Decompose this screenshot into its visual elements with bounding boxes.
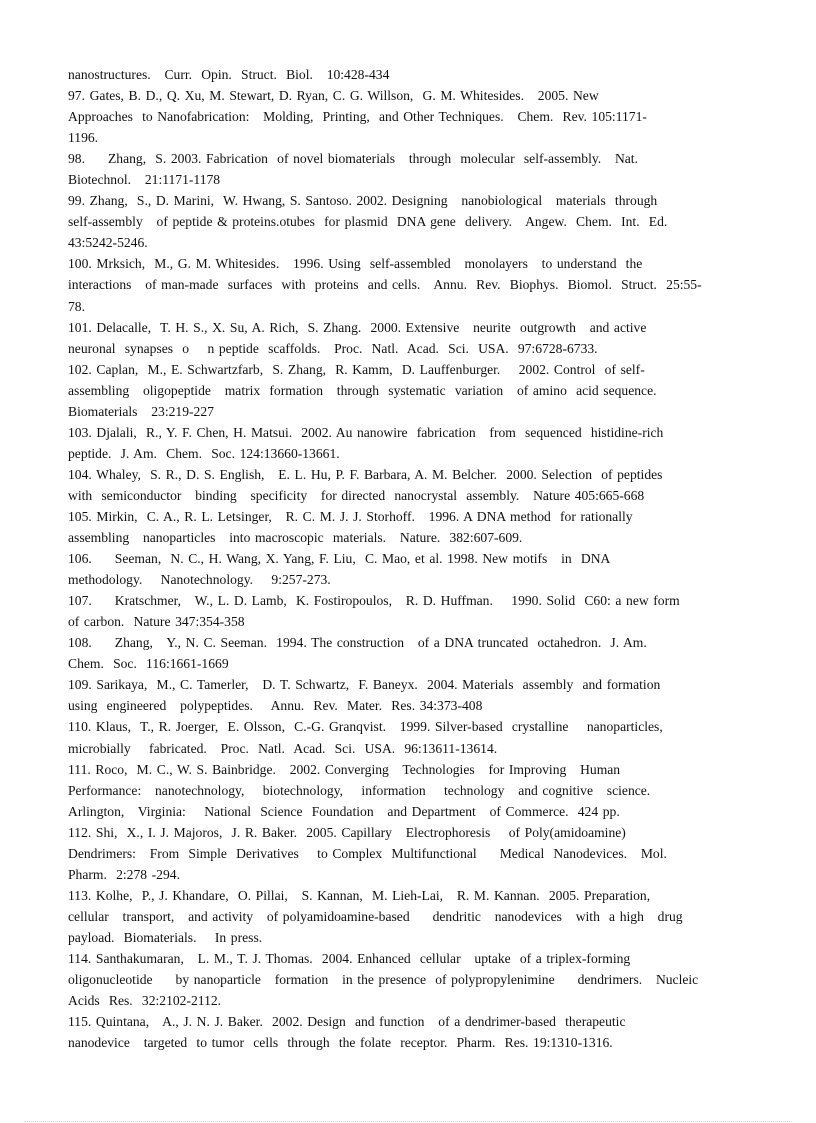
reference-line: 102. Caplan, M., E. Schwartzfarb, S. Zhang, R. Kamm, D. Lauffenburger. 2002. Control of self- xyxy=(68,361,645,377)
reference-line: interactions of man-made surfaces with proteins and cells. Annu. Rev. Biophys. Biomol. Struct. 25:55- xyxy=(68,277,702,293)
reference-line: 110. Klaus, T., R. Joerger, E. Olsson, C.-G. Granqvist. 1999. Silver-based crystalline nanoparticles, xyxy=(68,719,663,735)
reference-line: Dendrimers: From Simple Derivatives to Complex Multifunctional Medical Nanodevices. Mol. xyxy=(68,845,667,861)
reference-line: Pharm. 2:278 -294. xyxy=(68,866,180,882)
page-bottom-divider xyxy=(24,1121,792,1122)
reference-line: microbially fabricated. Proc. Natl. Acad. Sci. USA. 96:13611-13614. xyxy=(68,740,498,756)
reference-line: Acids Res. 32:2102-2112. xyxy=(68,993,222,1009)
reference-line: using engineered polypeptides. Annu. Rev. Mater. Res. 34:373-408 xyxy=(68,698,483,714)
reference-line: 43:5242-5246. xyxy=(68,235,148,251)
reference-line: with semiconductor binding specificity for directed nanocrystal assembly. Nature 405:665-668 xyxy=(68,487,645,503)
reference-line: of carbon. Nature 347:354-358 xyxy=(68,614,245,630)
reference-line: 106. Seeman, N. C., H. Wang, X. Yang, F. Liu, C. Mao, et al. 1998. New motifs in DNA xyxy=(68,551,611,567)
reference-line: Performance: nanotechnology, biotechnology, information technology and cognitive science. xyxy=(68,782,651,798)
reference-line: 112. Shi, X., I. J. Majoros, J. R. Baker. 2005. Capillary Electrophoresis of Poly(amidoamine) xyxy=(68,824,626,840)
reference-line: 115. Quintana, A., J. N. J. Baker. 2002. Design and function of a dendrimer-based therapeutic xyxy=(68,1014,626,1030)
reference-line: Biotechnol. 21:1171-1178 xyxy=(68,172,221,188)
reference-line: 101. Delacalle, T. H. S., X. Su, A. Rich, S. Zhang. 2000. Extensive neurite outgrowth and active xyxy=(68,319,647,335)
reference-line: 99. Zhang, S., D. Marini, W. Hwang, S. Santoso. 2002. Designing nanobiological materials through xyxy=(68,193,658,209)
reference-line: cellular transport, and activity of polyamidoamine-based dendritic nanodevices with a high drug xyxy=(68,908,683,924)
reference-line: Biomaterials 23:219-227 xyxy=(68,403,214,419)
reference-line: 111. Roco, M. C., W. S. Bainbridge. 2002. Converging Technologies for Improving Human xyxy=(68,761,621,777)
reference-line: 104. Whaley, S. R., D. S. English, E. L. Hu, P. F. Barbara, A. M. Belcher. 2000. Selection of peptides xyxy=(68,466,663,482)
reference-line: 103. Djalali, R., Y. F. Chen, H. Matsui. 2002. Au nanowire fabrication from sequenced histidine-rich xyxy=(68,424,664,440)
reference-line: Arlington, Virginia: National Science Foundation and Department of Commerce. 424 pp. xyxy=(68,803,620,819)
reference-line: assembling nanoparticles into macroscopic materials. Nature. 382:607-609. xyxy=(68,530,523,546)
reference-line: methodology. Nanotechnology. 9:257-273. xyxy=(68,572,331,588)
reference-line: 109. Sarikaya, M., C. Tamerler, D. T. Schwartz, F. Baneyx. 2004. Materials assembly and formation xyxy=(68,677,661,693)
reference-line: nanostructures. Curr. Opin. Struct. Biol. 10:428-434 xyxy=(68,67,390,82)
reference-line: assembling oligopeptide matrix formation through systematic variation of amino acid sequence. xyxy=(68,382,657,398)
reference-line: nanodevice targeted to tumor cells through the folate receptor. Pharm. Res. 19:1310-1316. xyxy=(68,1035,613,1051)
reference-line: peptide. J. Am. Chem. Soc. 124:13660-13661. xyxy=(68,445,340,461)
reference-line: 1196. xyxy=(68,130,99,146)
reference-line: 114. Santhakumaran, L. M., T. J. Thomas. 2004. Enhanced cellular uptake of a triplex-forming xyxy=(68,950,631,966)
reference-line: payload. Biomaterials. In press. xyxy=(68,929,263,945)
reference-line: 107. Kratschmer, W., L. D. Lamb, K. Fostiropoulos, R. D. Huffman. 1990. Solid C60: a new form xyxy=(68,593,680,609)
reference-line: self-assembly of peptide & proteins.otubes for plasmid DNA gene delivery. Angew. Chem. Int. Ed. xyxy=(68,214,668,230)
reference-line: 97. Gates, B. D., Q. Xu, M. Stewart, D. Ryan, C. G. Willson, G. M. Whitesides. 2005. New xyxy=(68,88,599,104)
reference-line: Chem. Soc. 116:1661-1669 xyxy=(68,656,229,672)
reference-list xyxy=(68,64,758,1053)
reference-line: 108. Zhang, Y., N. C. Seeman. 1994. The construction of a DNA truncated octahedron. J. Am. xyxy=(68,635,647,651)
reference-line: 105. Mirkin, C. A., R. L. Letsinger, R. C. M. J. J. Storhoff. 1996. A DNA method for rationally xyxy=(68,508,633,524)
reference-line: 98. Zhang, S. 2003. Fabrication of novel biomaterials through molecular self-assembly. Nat. xyxy=(68,151,638,167)
reference-line: neuronal synapses o n peptide scaffolds. Proc. Natl. Acad. Sci. USA. 97:6728-6733. xyxy=(68,340,598,356)
reference-line: oligonucleotide by nanoparticle formation in the presence of polypropylenimine dendrimers. Nucleic xyxy=(68,972,699,988)
reference-line: Approaches to Nanofabrication: Molding, Printing, and Other Techniques. Chem. Rev. 105:1171- xyxy=(68,109,647,125)
reference-line: 78. xyxy=(68,298,85,314)
reference-line: 113. Kolhe, P., J. Khandare, O. Pillai, S. Kannan, M. Lieh-Lai, R. M. Kannan. 2005. Preparation, xyxy=(68,887,651,903)
reference-line: 100. Mrksich, M., G. M. Whitesides. 1996. Using self-assembled monolayers to understand the xyxy=(68,256,643,272)
